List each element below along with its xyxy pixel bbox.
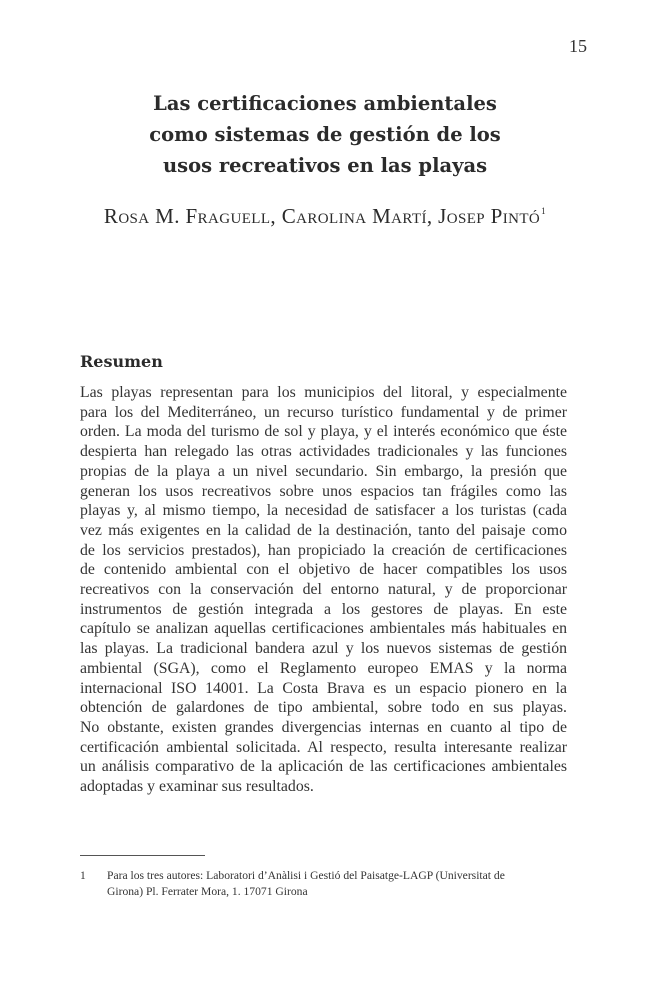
footnote-text [107, 868, 567, 900]
abstract-line: un análisis comparativo de la aplicación de las certificaciones ambientales [80, 758, 567, 776]
author-line [0, 204, 650, 229]
abstract-body [80, 383, 567, 797]
abstract-line: capítulo se analizan aquellas certificaciones ambientales más habituales en [80, 620, 567, 638]
footnote [80, 868, 567, 900]
abstract-line: adoptadas y examinar sus resultados. [80, 778, 314, 796]
abstract-line: vez más exigentes en la calidad de la destinación, tanto del paisaje como [80, 521, 567, 539]
footnote-line: Girona) Pl. Ferrater Mora, 1. 17071 Girona [107, 885, 308, 898]
page-number: 15 [569, 36, 587, 56]
chapter-title-line: Las certificaciones ambientales [153, 92, 497, 115]
chapter-title [0, 88, 650, 181]
abstract-line: de los servicios prestados), han propiciado la creación de certificaciones [80, 541, 567, 559]
abstract-line: recreativos con la conservación del entorno natural, y de proporcionar [80, 581, 567, 599]
abstract-line: ambiental (SGA), como el Reglamento europeo EMAS y la norma [80, 659, 567, 677]
abstract-line: despierta han relegado las otras actividades tradicionales y las funciones [80, 443, 567, 461]
abstract-line: Las playas representan para los municipios del litoral, y especialmente [80, 384, 567, 401]
abstract-line: las playas. La tradicional bandera azul y los nuevos sistemas de gestión [80, 640, 567, 658]
footnote-line: Para los tres autores: Laboratori d’Anàlisi i Gestió del Paisatge-LAGP (Universitat de [107, 869, 505, 882]
footnote-number: 1 [80, 869, 86, 882]
abstract-line: obtención de galardones de tipo ambiental, sobre todo en sus playas. [80, 699, 567, 717]
abstract-line: de contenido ambiental con el objetivo de hacer compatibles los usos [80, 561, 567, 579]
abstract-line: propias de la playa a un nivel secundario. Sin embargo, la presión que [80, 462, 567, 480]
abstract-line: instrumentos de gestión integrada a los gestores de playas. En este [80, 600, 567, 618]
chapter-title-line: como sistemas de gestión de los [149, 123, 501, 146]
author-names: Rosa M. Fraguell, Carolina Martí, Josep Pintó [103, 204, 541, 228]
chapter-title-line: usos recreativos en las playas [162, 154, 488, 177]
abstract-line: certificación ambiental solicitada. Al respecto, resulta interesante realizar [80, 738, 567, 756]
abstract-heading: Resumen [80, 352, 163, 371]
footnote-divider [80, 855, 205, 856]
footnote-marker[interactable]: 1 [541, 206, 547, 216]
abstract-line: No obstante, existen grandes divergencias internas en cuanto al tipo de [80, 718, 567, 736]
abstract-line: playas y, al mismo tiempo, la necesidad de satisfacer a los turistas (cada [80, 502, 567, 520]
abstract-line: generan los usos recreativos sobre unos espacios tan frágiles como las [80, 482, 567, 500]
abstract-line: para los del Mediterráneo, un recurso turístico fundamental y de primer [80, 403, 567, 421]
abstract-line: orden. La moda del turismo de sol y playa, y el interés económico que éste [80, 423, 567, 441]
abstract-line: internacional ISO 14001. La Costa Brava es un espacio pionero en la [80, 679, 567, 697]
